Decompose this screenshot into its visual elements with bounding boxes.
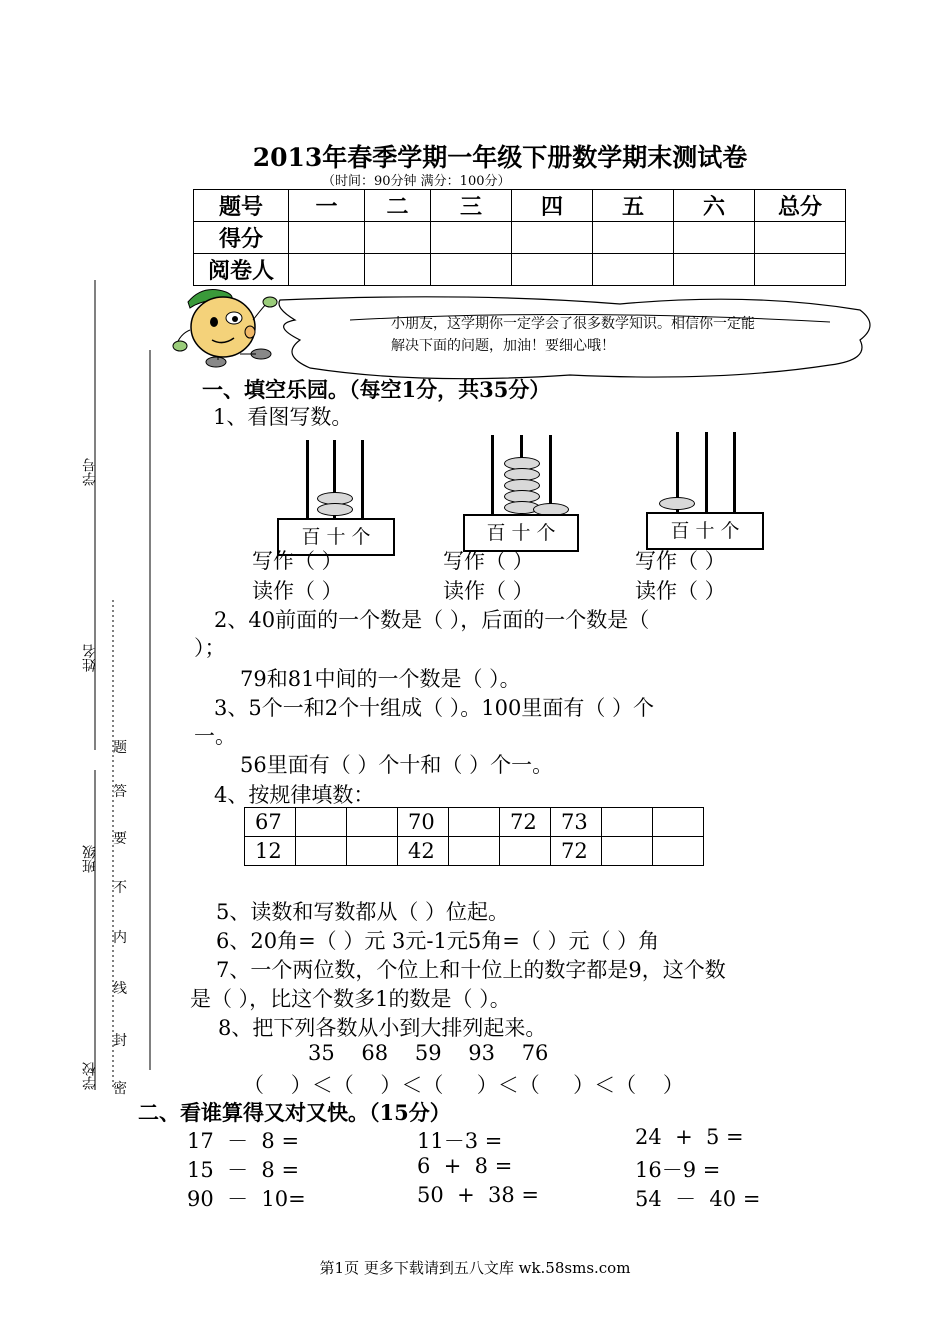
- calc-item: 50 + 38 =: [417, 1183, 540, 1207]
- pattern-cell[interactable]: [653, 837, 704, 866]
- calc-item: 17 － 8 =: [187, 1129, 300, 1153]
- speech-text: 小朋友，这学期你一定学会了很多数学知识。相信你一定能解决下面的问题，加油！要细心哦！: [391, 316, 755, 354]
- pattern-cell[interactable]: [602, 808, 653, 837]
- score-header: 五: [593, 190, 674, 222]
- calc-item: 24 + 5 =: [635, 1125, 744, 1149]
- grader-cell[interactable]: [674, 254, 755, 286]
- pattern-cell[interactable]: [296, 837, 347, 866]
- pattern-row: [245, 808, 704, 837]
- section1-heading: 一、填空乐园。（每空1分，共35分）: [202, 377, 551, 402]
- seal-char: 不: [113, 880, 127, 896]
- pattern-cell: 72: [500, 808, 551, 837]
- pattern-cell[interactable]: [653, 808, 704, 837]
- q7-text-cont: 是（ ），比这个数多1的数是（ ）。: [190, 987, 511, 1011]
- q8-blanks: （ ）＜（ ）＜（ ）＜（ ）＜（ ）: [243, 1073, 684, 1097]
- score-cell[interactable]: [755, 222, 846, 254]
- score-cell[interactable]: [365, 222, 431, 254]
- pattern-cell[interactable]: [296, 808, 347, 837]
- abacus-label-box: 百 十 个: [277, 518, 395, 556]
- score-row: [194, 222, 846, 254]
- calc-item: 90 － 10=: [187, 1187, 306, 1211]
- score-cell[interactable]: [512, 222, 593, 254]
- score-header: 四: [512, 190, 593, 222]
- calc-item: 54 － 40 =: [635, 1187, 761, 1211]
- score-header: 三: [431, 190, 512, 222]
- abacus-rod: [705, 432, 708, 512]
- grader-cell[interactable]: [289, 254, 365, 286]
- seal-char: 内: [113, 930, 127, 946]
- calc-item: 15 － 8 =: [187, 1158, 300, 1182]
- q5-text: 5、读数和写数都从（ ）位起。: [216, 900, 510, 924]
- grader-cell[interactable]: [755, 254, 846, 286]
- seal-char: 密: [113, 1081, 127, 1097]
- abacus-bead: [659, 497, 695, 510]
- binding-margin-lines: [70, 270, 160, 1100]
- seal-char: 题: [113, 740, 127, 756]
- pattern-cell[interactable]: [500, 837, 551, 866]
- write-as-2: 写作（ ）: [443, 549, 534, 573]
- pattern-cell: 42: [398, 837, 449, 866]
- q3-text-2: 56里面有（ ）个十和（ ）个一。: [240, 753, 554, 777]
- pattern-cell[interactable]: [602, 837, 653, 866]
- q3-text: 3、5个一和2个十组成（ ）。100里面有（ ）个: [214, 696, 655, 720]
- q1-text: 1、看图写数。: [213, 405, 353, 429]
- grader-row-label: 阅卷人: [194, 254, 289, 286]
- page-footer: 第1页 更多下载请到五八文库 wk.58sms.com: [319, 1259, 631, 1277]
- q4-text: 4、按规律填数：: [214, 783, 375, 807]
- abacus-rod: [733, 432, 736, 512]
- read-as-3: 读作（ ）: [635, 579, 726, 603]
- score-table: [193, 189, 846, 286]
- calc-item: 16－9 =: [635, 1158, 721, 1182]
- q8-text: 8、把下列各数从小到大排列起来。: [218, 1016, 547, 1040]
- q3-text-cont: 一。: [194, 724, 236, 748]
- grader-cell[interactable]: [431, 254, 512, 286]
- seal-char: 封: [113, 1033, 127, 1049]
- q2-text-2: 79和81中间的一个数是（ ）。: [240, 667, 521, 691]
- score-header: 题号: [194, 190, 289, 222]
- calc-item: 6 + 8 =: [417, 1154, 513, 1178]
- q8-numbers: 35 68 59 93 76: [308, 1041, 549, 1065]
- q7-text: 7、一个两位数，个位上和十位上的数字都是9，这个数: [216, 958, 726, 982]
- exam-subtitle: （时间：90分钟 满分：100分）: [322, 174, 511, 189]
- write-as-3: 写作（ ）: [635, 549, 726, 573]
- score-header: 一: [289, 190, 365, 222]
- score-header: 总分: [755, 190, 846, 222]
- q2-text-cont: ）；: [194, 636, 226, 660]
- pattern-cell[interactable]: [449, 808, 500, 837]
- class-label: 班级: [82, 845, 98, 873]
- pattern-cell: 67: [245, 808, 296, 837]
- abacus-bead: [317, 503, 353, 516]
- score-cell[interactable]: [431, 222, 512, 254]
- score-header-row: [194, 190, 846, 222]
- score-row-label: 得分: [194, 222, 289, 254]
- seal-char: 要: [113, 831, 127, 847]
- section2-heading: 二、看谁算得又对又快。（15分）: [138, 1100, 451, 1125]
- pattern-cell: 73: [551, 808, 602, 837]
- school-label: 学校: [82, 1062, 98, 1090]
- abacus-rod: [491, 435, 494, 515]
- pattern-row: [245, 837, 704, 866]
- seal-char: 线: [113, 981, 127, 997]
- score-header: 二: [365, 190, 431, 222]
- student-name-label: 姓名: [82, 644, 98, 672]
- pattern-cell: 72: [551, 837, 602, 866]
- grader-cell[interactable]: [365, 254, 431, 286]
- pattern-cell[interactable]: [347, 837, 398, 866]
- abacus-label-box: 百 十 个: [646, 512, 764, 550]
- calc-item: 11－3 =: [417, 1129, 503, 1153]
- write-as-1: 写作（ ）: [252, 549, 343, 573]
- mascot-illustration: [168, 282, 283, 372]
- score-cell[interactable]: [674, 222, 755, 254]
- pattern-cell[interactable]: [449, 837, 500, 866]
- score-header: 六: [674, 190, 755, 222]
- abacus-rod: [306, 440, 309, 518]
- pattern-cell: 12: [245, 837, 296, 866]
- score-cell[interactable]: [593, 222, 674, 254]
- abacus-label-box: 百 十 个: [463, 514, 579, 552]
- read-as-1: 读作（ ）: [252, 579, 343, 603]
- grader-row: [194, 254, 846, 286]
- student-id-label: 学号: [82, 458, 98, 486]
- abacus-rod: [361, 440, 364, 518]
- q6-text: 6、20角=（ ）元 3元-1元5角=（ ）元（ ）角: [216, 929, 660, 953]
- seal-char: 答: [113, 784, 127, 800]
- pattern-table: [244, 807, 704, 866]
- pattern-cell: 70: [398, 808, 449, 837]
- grader-cell[interactable]: [593, 254, 674, 286]
- q2-text: 2、40前面的一个数是（ ），后面的一个数是（: [214, 608, 650, 632]
- page-title: 2013年春季学期一年级下册数学期末测试卷: [252, 143, 748, 172]
- read-as-2: 读作（ ）: [443, 579, 534, 603]
- score-cell[interactable]: [289, 222, 365, 254]
- pattern-cell[interactable]: [347, 808, 398, 837]
- grader-cell[interactable]: [512, 254, 593, 286]
